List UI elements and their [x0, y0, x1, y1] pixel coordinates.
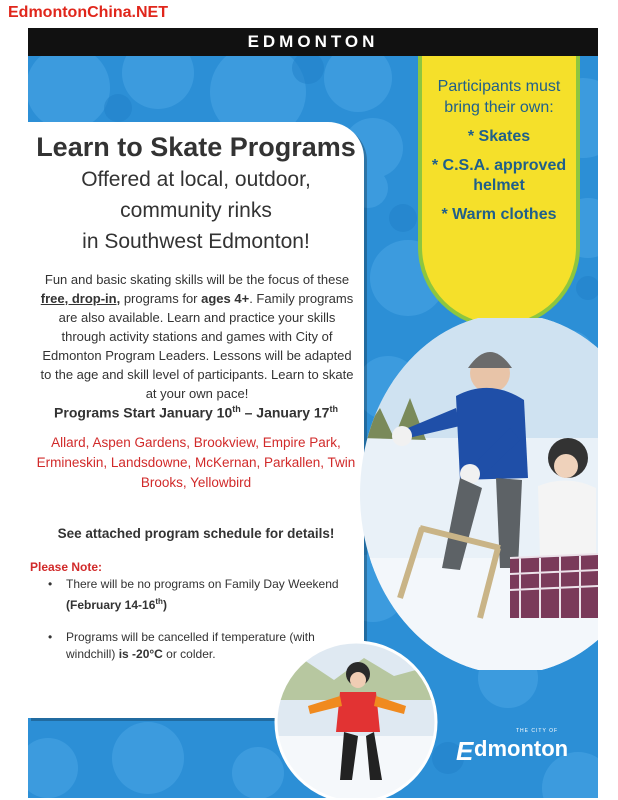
note2-text: Programs will be cancelled if temperature (with windchill)	[66, 630, 315, 661]
note1-close: )	[162, 598, 167, 612]
skater-child-photo	[274, 640, 438, 798]
subtitle	[28, 164, 364, 257]
watermark: EdmontonChina.NET	[8, 4, 168, 21]
note1-text: There will be no programs on Family Day Weekend	[66, 577, 339, 591]
city-header-bar	[28, 28, 598, 56]
subtitle-line-2: community rinks	[120, 199, 272, 222]
program-description	[38, 270, 356, 403]
note-family-day	[46, 576, 346, 614]
poster	[28, 28, 598, 798]
schedule-note: See attached program schedule for details!	[57, 526, 335, 541]
bring-item-helmet: * C.S.A. approved helmet	[431, 157, 567, 194]
bring-your-own-banner	[418, 56, 580, 328]
city-header-text: EDMONTON	[247, 32, 379, 51]
subtitle-line-3: in Southwest Edmonton!	[82, 230, 310, 253]
desc-part-2: programs for	[120, 291, 202, 306]
dates-middle: – January 17	[240, 404, 330, 421]
note1-bold: (February 14-16	[66, 598, 156, 612]
subtitle-line-1: Offered at local, outdoor,	[81, 168, 311, 191]
family-skating-photo	[360, 318, 598, 670]
logo-small-text: THE CITY OF	[516, 728, 559, 734]
note1-sup: th	[155, 597, 163, 606]
desc-part-3: . Family programs are also available. Learn and practice your skills through activity stations and games with City of Edmonton Program Leaders. Lessons will be adapted to the age and skill level of participants. Learn to skate at your own pace!	[40, 291, 354, 401]
bring-item-skates: * Skates	[467, 128, 531, 145]
city-of-edmonton-logo	[456, 728, 568, 764]
desc-free: free, drop-in,	[40, 291, 121, 306]
desc-part-1: Fun and basic skating skills will be the focus of these	[44, 272, 350, 287]
dates-sup-1: th	[232, 404, 241, 414]
desc-ages: ages 4+	[201, 291, 250, 306]
page-title: Learn to Skate Programs	[36, 132, 356, 162]
program-dates	[28, 404, 364, 421]
note2-tail: or colder.	[162, 647, 216, 661]
bring-intro: Participants must bring their own:	[437, 78, 561, 116]
logo-text: dmonton	[474, 736, 569, 761]
dates-prefix: Programs Start January 10	[54, 404, 233, 421]
bring-item-clothes: * Warm clothes	[441, 206, 557, 223]
note-title: Please Note:	[30, 560, 103, 574]
logo-mark: E	[456, 736, 474, 766]
note2-bold: is -20°C	[118, 647, 163, 661]
rink-locations: Allard, Aspen Gardens, Brookview, Empire Park, Ermineskin, Landsdowne, McKernan, Parkallen, Twin Brooks, Yellowbird	[36, 435, 356, 490]
dates-sup-2: th	[329, 404, 338, 414]
